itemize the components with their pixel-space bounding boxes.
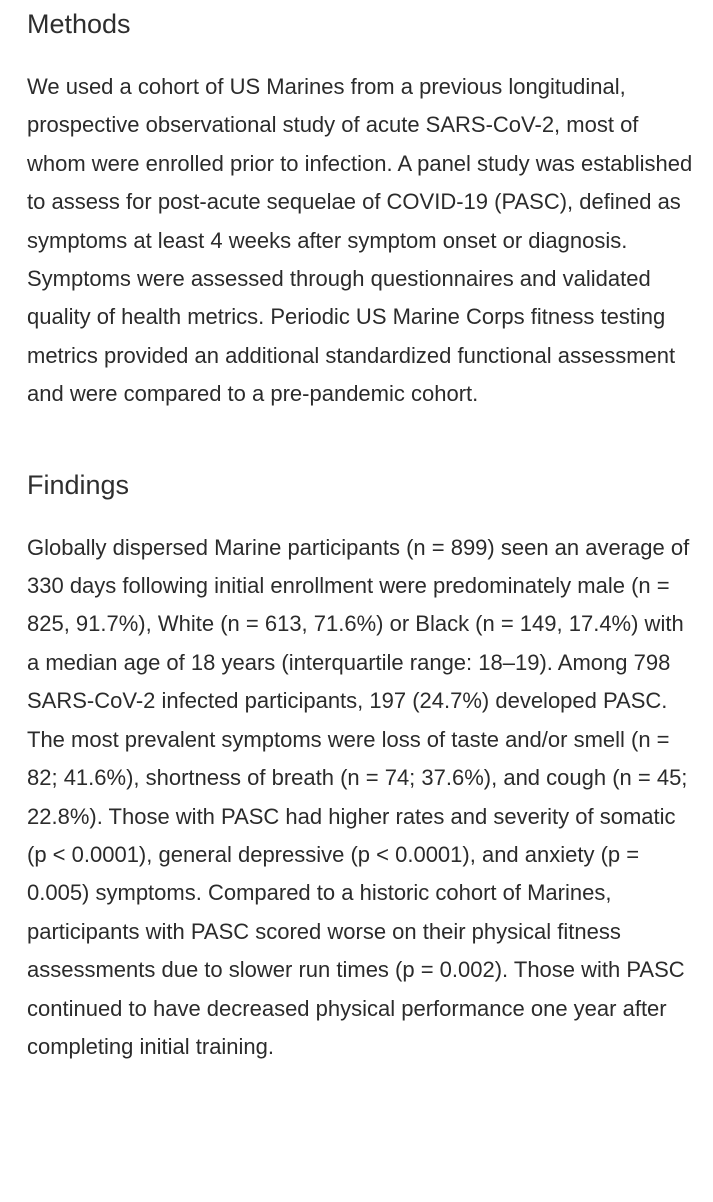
methods-paragraph: We used a cohort of US Marines from a previous longitudinal, prospective observational study of acute SARS-CoV-2, most of whom were enrolled prior to infection. A panel study was established to assess for post-acute sequelae of COVID-19 (PASC), defined as symptoms at least 4 weeks after symptom onset or diagnosis. Symptoms were assessed through questionnaires and validated quality of health metrics. Periodic US Marine Corps fitness testing metrics provided an additional standardized functional assessment and were compared to a pre-pandemic cohort. — [27, 74, 693, 407]
findings-section — [27, 463, 693, 1067]
methods-section — [27, 2, 693, 414]
findings-paragraph: Globally dispersed Marine participants (n = 899) seen an average of 330 days following initial enrollment were predominately male (n = 825, 91.7%), White (n = 613, 71.6%) or Black (n = 149, 17.4%) with a median age of 18 years (interquartile range: 18–19). Among 798 SARS-CoV-2 infected participants, 197 (24.7%) developed PASC. The most prevalent symptoms were loss of taste and/or smell (n = 82; 41.6%), shortness of breath (n = 74; 37.6%), and cough (n = 45; 22.8%). Those with PASC had higher rates and severity of somatic (p < 0.0001), general depressive (p < 0.0001), and anxiety (p = 0.005) symptoms. Compared to a historic cohort of Marines, participants with PASC scored worse on their physical fitness assessments due to slower run times (p = 0.002). Those with PASC continued to have decreased physical performance one year after completing initial training. — [27, 534, 690, 1059]
abstract-page — [0, 2, 713, 1202]
methods-heading: Methods — [27, 9, 131, 39]
findings-heading: Findings — [27, 469, 130, 500]
